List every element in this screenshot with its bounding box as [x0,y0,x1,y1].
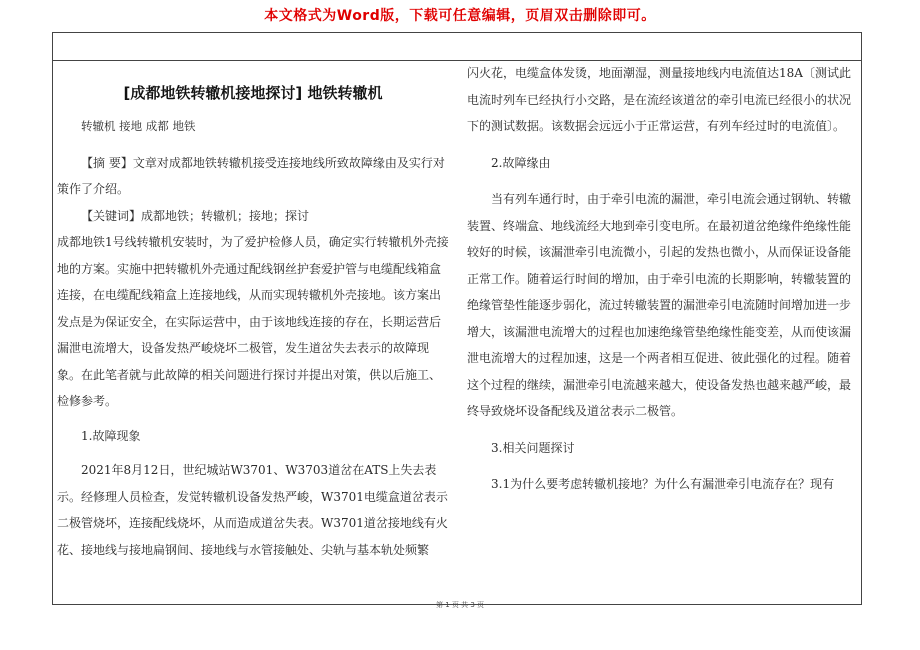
section-heading-3: 3.相关问题探讨 [491,440,575,455]
section-1-paragraph: 2021年8月12日，世纪城站W3701、W3703道岔在ATS上失去表示。经修理人员检查，发觉转辙机设备发热严峻，W3701电缆盒道岔表示二极管烧坏，连接配线烧坏，从而造成道岔失表。W3701道岔接地线有火花、接地线与接地扁钢间、接地线与水管接触处、尖轨与基本轨处频繁 [57,463,448,557]
abstract-keywords: 【关键词】成都地铁；转辙机；接地；探讨 [81,208,310,223]
section-1-paragraph-continued: 闪火花，电缆盒体发烫，地面潮湿，测量接地线内电流值达18A〔测试此电流时列车已经执行小交路，是在流经该道岔的牵引电流已经很小的状况下的测试数据。该数据会远远小于正常运营，有列车经过时的电流值〕。 [467,66,852,133]
section-heading-2: 2.故障缘由 [491,155,551,170]
section-heading-1: 1.故障现象 [81,428,141,443]
page-footer: 第 1 页 共 3 页 [435,601,485,609]
right-column [467,60,859,498]
section-2-paragraph: 当有列车通行时，由于牵引电流的漏泄，牵引电流会通过钢轨、转辙装置、终端盒、地线流经大地到牵引变电所。在最初道岔绝缘件绝缘性能较好的时候，该漏泄牵引电流微小，引起的发热也微小，从而保证设备能正常工作。随着运行时间的增加，由于牵引电流的长期影响，转辙装置的绝缘管垫性能逐步弱化，流过转辙装置的漏泄牵引电流随时间增加进一步增大，该漏泄电流增大的过程也加速绝缘管垫绝缘性能变差，从而使该漏泄电流增大的过程加速，这是一个两者相互促进、彼此强化的过程。随着这个过程的继续，漏泄牵引电流越来越大，使设备发热也越来越严峻，最终导致烧坏设备配线及道岔表示二极管。 [467,192,852,418]
header-banner: 本文格式为Word版，下载可任意编辑，页眉双击删除即可。 [264,8,656,24]
keyword-tags: 转辙机 接地 成都 地铁 [81,119,196,133]
article-title: [成都地铁转辙机接地探讨] 地铁转辙机 [123,84,383,102]
section-3-paragraph: 3.1为什么要考虑转辙机接地？为什么有漏泄牵引电流存在？现有 [491,477,835,491]
abstract: 【摘 要】文章对成都地铁转辙机接受连接地线所致故障缘由及实行对策作了介绍。 [57,155,445,196]
left-column [57,76,449,563]
intro-paragraph: 成都地铁1号线转辙机安装时，为了爱护检修人员，确定实行转辙机外壳接地的方案。实施中把转辙机外壳通过配线钢丝护套爱护管与电缆配线箱盒连接，在电缆配线箱盒上连接地线，从而实现转辙机外壳接地。该方案出发点是为保证安全，在实际运营中，由于该地线连接的存在，长期运营后漏泄电流增大，设备发热严峻烧坏二极管，发生道岔失去表示的故障现象。在此笔者就与此故障的相关问题进行探讨并提出对策，供以后施工、检修参考。 [57,235,449,408]
